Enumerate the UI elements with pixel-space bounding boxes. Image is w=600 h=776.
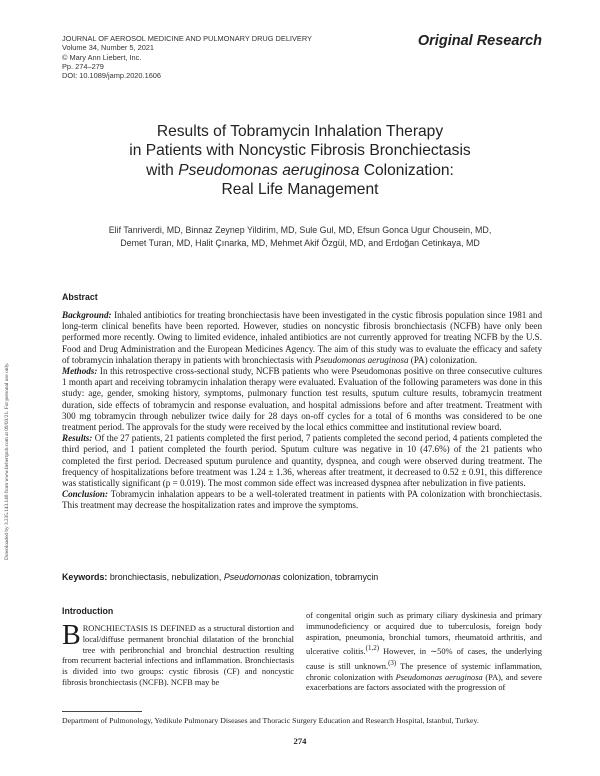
conclusion-text: Tobramycin inhalation appears to be a well-tolerated treatment in patients with PA colonization with bronchiectasis. This treatment may decrease the hospitalization rates and improve the symptoms. bbox=[62, 489, 542, 511]
ref-1-2: (1,2) bbox=[365, 644, 380, 653]
journal-header bbox=[62, 34, 312, 80]
title-line-2: in Patients with Noncystic Fibrosis Bronchiectasis bbox=[129, 142, 471, 160]
abstract-conclusion bbox=[62, 489, 542, 511]
article-title bbox=[62, 122, 538, 200]
abstract-heading: Abstract bbox=[62, 292, 98, 302]
intro-right-text-1: of congenital origin such as primary ciliary dyskinesia and primary immunodeficiency or acquired due to tuberculosis, foreign body aspiration, pneumonia, bronchial tumors, rheumatoid arthritis, and ulcerative colitis. bbox=[306, 611, 542, 657]
abstract-body bbox=[62, 310, 542, 512]
authors-line-1: Elif Tanriverdi, MD, Binnaz Zeynep Yildirim, MD, Sule Gul, MD, Efsun Gonca Ugur Chousein, MD, bbox=[108, 225, 492, 235]
results-label: Results: bbox=[62, 433, 93, 444]
drop-cap: B bbox=[62, 620, 81, 651]
conclusion-label: Conclusion: bbox=[62, 489, 108, 500]
intro-right-text-2: However, in ∼50% of cases, the underlying cause is still unknown. bbox=[306, 647, 542, 671]
page-number: 274 bbox=[293, 736, 307, 746]
background-label: Background: bbox=[62, 310, 112, 320]
title-line-3-pre: with bbox=[146, 161, 179, 179]
title-species: Pseudomonas aeruginosa bbox=[178, 161, 360, 179]
abstract-results bbox=[62, 433, 542, 489]
doi-line: DOI: 10.1089/jamp.2020.1606 bbox=[62, 71, 162, 81]
intro-left-text: as a structural distortion and local/diffuse permanent bronchial dilatation of the bronchial tree with peribronchial and bronchial destruction resulting from recurrent bacterial infections and inflammation. Bronchiectasis is divided into two groups: cystic fibrosis (CF) and noncystic fibrosis bronchiectasis (NCFB). NCFB may be bbox=[62, 624, 294, 687]
affiliation-footnote: Department of Pulmonology, Yedikule Pulmonary Diseases and Thoracic Surgery Education and Research Hospital, Istanbul, Turkey. bbox=[62, 716, 479, 725]
background-species: Pseudomonas aeruginosa bbox=[314, 354, 409, 365]
authors-line-2: Demet Turan, MD, Halit Çınarka, MD, Mehmet Akif Özgül, MD, and Erdoğan Cetinkaya, MD bbox=[120, 237, 480, 248]
title-line-3 bbox=[62, 161, 538, 180]
page-range: Pp. 274–279 bbox=[62, 61, 104, 71]
intro-smallcaps: RONCHIECTASIS IS DEFINED bbox=[82, 624, 196, 633]
title-line-1: Results of Tobramycin Inhalation Therapy bbox=[156, 123, 444, 140]
introduction-left-column bbox=[62, 620, 294, 689]
ref-3: (3) bbox=[388, 658, 397, 667]
keywords bbox=[62, 572, 542, 582]
journal-name: JOURNAL OF AEROSOL MEDICINE AND PULMONARY DRUG DELIVERY bbox=[62, 34, 312, 43]
section-label: Original Research bbox=[417, 33, 542, 49]
title-line-3-post: Colonization: bbox=[359, 161, 454, 179]
journal-volume: Volume 34, Number 5, 2021 bbox=[62, 43, 155, 53]
background-text: Inhaled antibiotics for treating bronchiectasis have been investigated in the cystic fibrosis population since 1981 and long-term clinical benefits have been reported. However, studies on noncystic fibrosis bronchiectasis (NCFB) have only been performed more recently. Owing to limited evidence, inhaled antibiotics are not currently approved for treating NCFB by the U.S. Food and Drug Administration and the European Medicines Agency. The aim of this study was to evaluate the efficacy and safety of tobramycin inhalation therapy in patients with bronchiectasis with bbox=[62, 310, 542, 365]
footnote-divider bbox=[62, 711, 142, 712]
introduction-right-column bbox=[306, 611, 542, 694]
intro-right-species: Pseudomonas aeruginosa bbox=[395, 672, 483, 682]
methods-text: In this retrospective cross-sectional study, NCFB patients who were Pseudomonas positive on three consecutive cultures 1 month apart and receiving tobramycin inhalation therapy were evaluated. Evaluation of the following parameters was done in this study: age, gender, smoking history, symptoms, pulmonary function test results, sputum culture results, tobramycin treatment duration, side effects of tobramycin and response evaluation, and hospital admissions before and after treatment. Treatment with 300 mg tobramycin through nebulizer twice daily for 28 days on-off cycles for a total of 6 months was considered to be one treatment period. The approvals for the study were received by the local ethics committee and institutional review board. bbox=[62, 366, 542, 433]
abstract-background bbox=[62, 310, 542, 366]
copyright-line: © Mary Ann Liebert, Inc. bbox=[62, 52, 142, 62]
author-list bbox=[62, 224, 538, 249]
download-side-note bbox=[4, 270, 16, 560]
intro-right-text-4: (PA), and severe exacerbations are factors associated with the progression of bbox=[306, 672, 542, 693]
title-line-4: Real Life Management bbox=[221, 181, 379, 199]
methods-label: Methods: bbox=[62, 366, 98, 377]
keywords-text-post: colonization, tobramycin bbox=[280, 572, 379, 582]
introduction-heading: Introduction bbox=[62, 606, 114, 616]
abstract-methods bbox=[62, 366, 542, 433]
keywords-label: Keywords: bbox=[62, 572, 108, 582]
keywords-italic: Pseudomonas bbox=[223, 572, 281, 582]
download-note-text: Downloaded by 3.235.143.148 from www.liebertpub.com at 09/03/21. For personal use only. bbox=[4, 362, 10, 560]
keywords-text-pre: bronchiectasis, nebulization, bbox=[107, 572, 224, 582]
intro-right-text-3: The presence of systemic inflammation, chronic colonization with bbox=[306, 661, 542, 682]
background-end: (PA) colonization. bbox=[408, 354, 478, 365]
results-text: Of the 27 patients, 21 patients completed the first period, 7 patients completed the second period, 4 patients completed the third period, and 1 patient completed the fourth period. Sputum culture was negative in 10 (47.6%) of the 21 patients who completed the first period. Decreased sputum purulence and quantity, dyspnea, and cough were observed during treatment. The frequency of hospitalizations before treatment was 1.24 ± 1.36, whereas after treatment, it decreased to 0.52 ± 0.91, this difference was statistically significant (p = 0.019). The most common side effect was increased dyspnea after nebulization in five patients. bbox=[62, 433, 542, 489]
